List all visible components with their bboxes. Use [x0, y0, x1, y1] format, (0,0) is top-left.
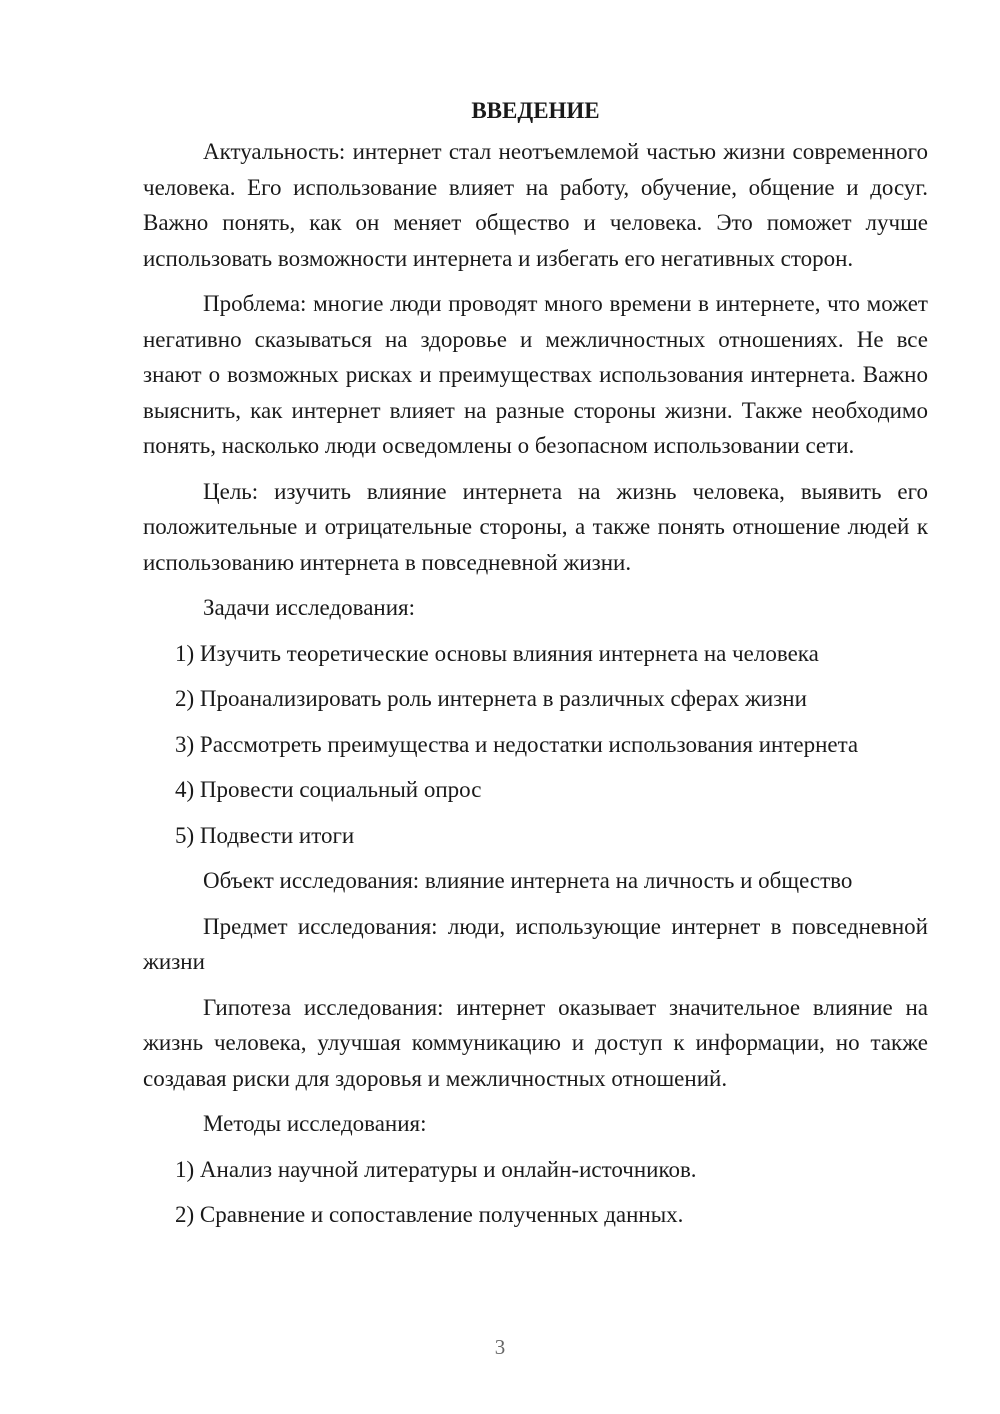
- goal-paragraph: Цель: изучить влияние интернета на жизнь человека, выявить его положительные и отрицательные стороны, а также понять отношение людей к использованию интернета в повседневной жизни.: [143, 478, 928, 575]
- methods-list: [143, 1152, 928, 1233]
- task-item-2: 2) Проанализировать роль интернета в различных сферах жизни: [175, 686, 807, 711]
- page-number: 3: [494, 1335, 506, 1359]
- tasks-list: [143, 636, 928, 854]
- page-content: [143, 96, 928, 1243]
- problem-paragraph: Проблема: многие люди проводят много времени в интернете, что может негативно сказываться на здоровье и межличностных отношениях. Не все знают о возможных рисках и преимуществах использования интернета. Важно выяснить, как интернет влияет на разные стороны жизни. Также необходимо понять, насколько люди осведомлены о безопасном использовании сети.: [143, 291, 928, 458]
- methods-heading: Методы исследования:: [203, 1111, 427, 1136]
- method-item-2: 2) Сравнение и сопоставление полученных данных.: [175, 1202, 684, 1227]
- method-item-1: 1) Анализ научной литературы и онлайн-источников.: [175, 1156, 697, 1182]
- subject-paragraph: Предмет исследования: люди, использующие интернет в повседневной жизни: [143, 913, 928, 974]
- section-title: ВВЕДЕНИЕ: [471, 98, 600, 123]
- hypothesis-paragraph: Гипотеза исследования: интернет оказывает значительное влияние на жизнь человека, улучшая коммуникацию и доступ к информации, но также создавая риски для здоровья и межличностных отношений.: [143, 994, 928, 1091]
- task-item-4: 4) Провести социальный опрос: [175, 777, 482, 802]
- object-paragraph: Объект исследования: влияние интернета на личность и общество: [203, 868, 853, 893]
- relevance-paragraph: Актуальность: интернет стал неотъемлемой частью жизни современного человека. Его использование влияет на работу, обучение, общение и досуг. Важно понять, как он меняет общество и человека. Это поможет лучше использовать возможности интернета и избегать его негативных сторон.: [143, 139, 928, 271]
- tasks-heading: Задачи исследования:: [203, 595, 416, 620]
- task-item-5: 5) Подвести итоги: [175, 822, 355, 848]
- task-item-3: 3) Рассмотреть преимущества и недостатки использования интернета: [175, 731, 859, 757]
- task-item-1: 1) Изучить теоретические основы влияния интернета на человека: [175, 640, 819, 666]
